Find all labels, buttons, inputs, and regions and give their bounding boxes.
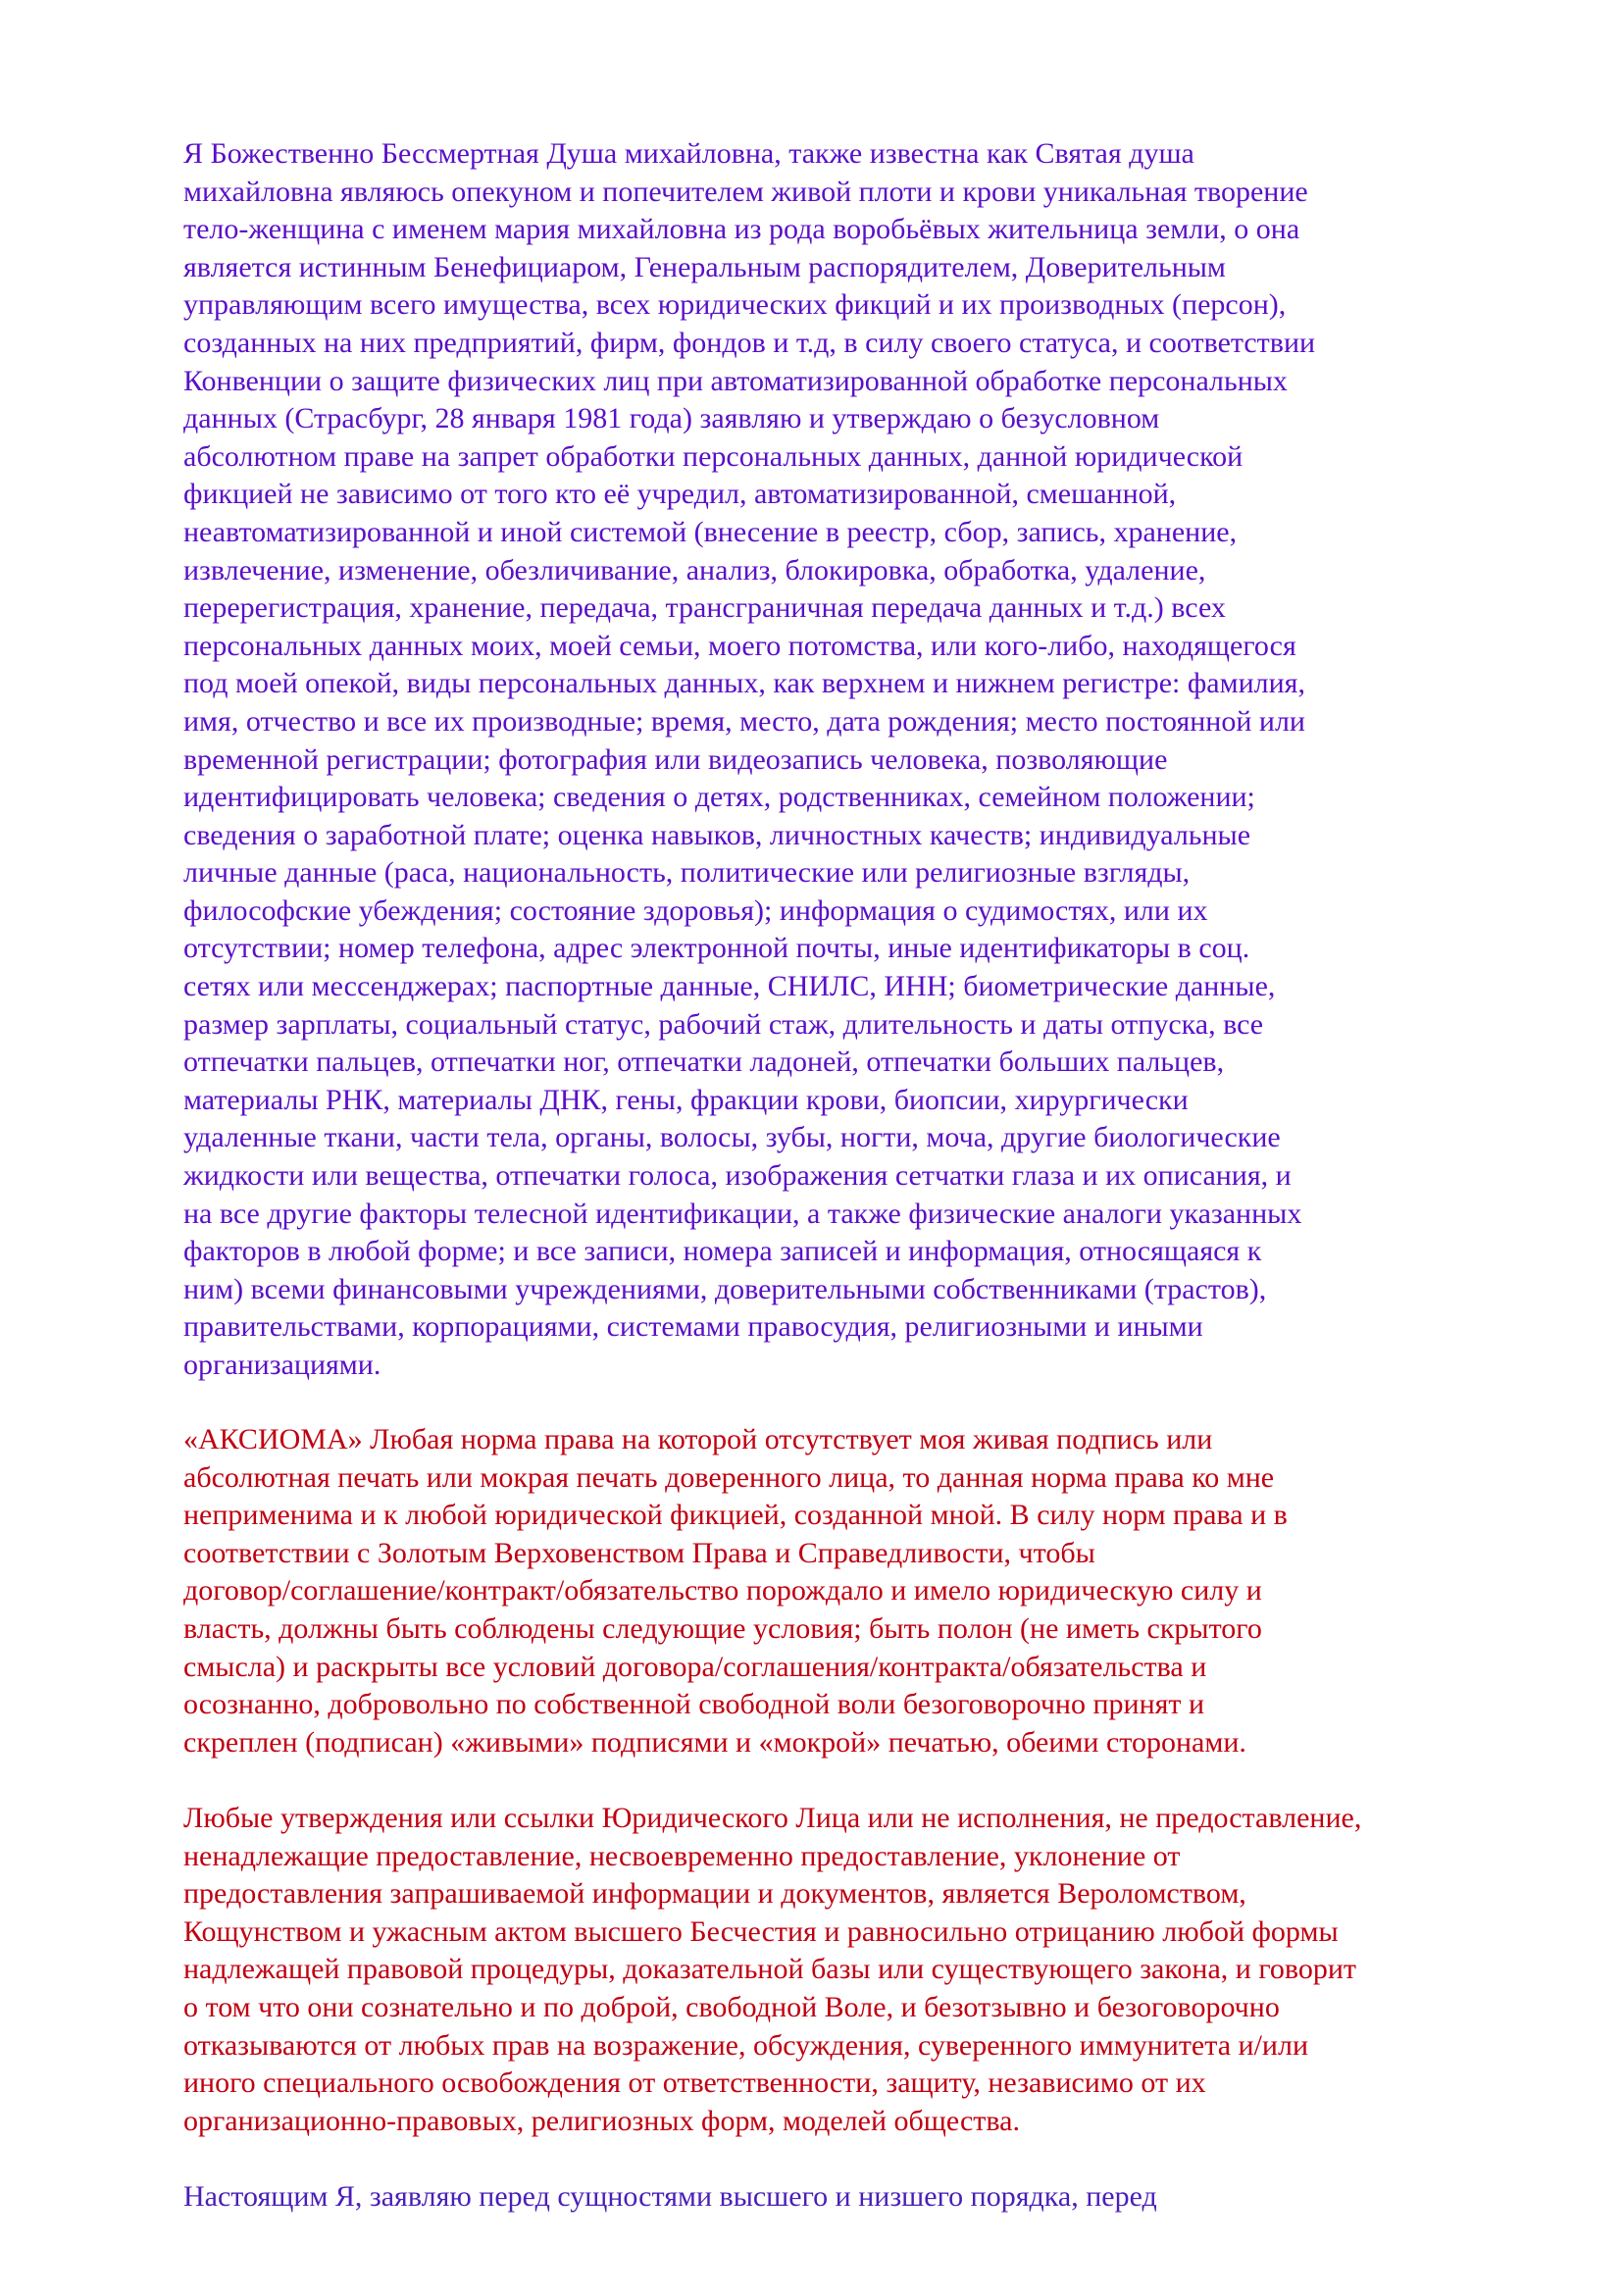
text-line: философские убеждения; состояние здоровья); информация о судимостях, или их <box>183 893 1208 927</box>
text-line: Я Божественно Бессмертная Душа михайловна, также известна как Святая душа <box>183 137 1194 170</box>
axiom-paragraph <box>183 1421 1288 1761</box>
text-line: надлежащей правовой процедуры, доказательной базы или существующего закона, и говорит <box>183 1953 1357 1986</box>
text-line: соответствии с Золотым Верховенством Права и Справедливости, чтобы <box>183 1536 1095 1569</box>
text-line: неприменима и к любой юридической фикцией, созданной мной. В силу норм права и в <box>183 1499 1288 1532</box>
text-line: материалы РНК, материалы ДНК, гены, фракции крови, биопсии, хирургически <box>183 1083 1189 1116</box>
text-line: персональных данных моих, моей семьи, моего потомства, или кого-либо, находящегося <box>183 629 1296 662</box>
closing-paragraph <box>183 2178 1157 2217</box>
text-line: созданных на них предприятий, фирм, фондов и т.д, в силу своего статуса, и соответствии <box>183 326 1316 359</box>
text-line: сетях или мессенджерах; паспортные данные, СНИЛС, ИНН; биометрические данные, <box>183 970 1276 1003</box>
text-line: организациями. <box>183 1349 381 1381</box>
text-line: «АКСИОМА» Любая норма права на которой отсутствует моя живая подпись или <box>183 1423 1213 1455</box>
text-line: осознанно, добровольно по собственной свободной воли безоговорочно принят и <box>183 1688 1205 1721</box>
statements-paragraph <box>183 1800 1361 2140</box>
text-line: размер зарплаты, социальный статус, рабочий стаж, длительность и даты отпуска, все <box>183 1007 1264 1041</box>
text-line: является истинным Бенефициаром, Генеральным распорядителем, Доверительным <box>183 250 1226 283</box>
text-line: ним) всеми финансовыми учреждениями, доверительными собственниками (трастов), <box>183 1272 1267 1305</box>
text-line: факторов в любой форме; и все записи, номера записей и информация, относящаяся к <box>183 1235 1262 1268</box>
text-line: под моей опекой, виды персональных данных, как верхнем и нижнем регистре: фамилия, <box>183 667 1305 700</box>
text-line: иного специального освобождения от ответственности, защиту, независимо от их <box>183 2066 1206 2100</box>
text-line: предоставления запрашиваемой информации и документов, является Вероломством, <box>183 1877 1246 1911</box>
text-line: михайловна являюсь опекуном и попечителем живой плоти и крови уникальная творение <box>183 175 1308 208</box>
declaration-paragraph <box>183 135 1315 1385</box>
text-line: перерегистрация, хранение, передача, трансграничная передача данных и т.д.) всех <box>183 591 1226 625</box>
text-line: неавтоматизированной и иной системой (внесение в реестр, сбор, запись, хранение, <box>183 515 1238 548</box>
text-line: на все другие факторы телесной идентификации, а также физические аналоги указанных <box>183 1197 1302 1230</box>
text-line: имя, отчество и все их производные; время, место, дата рождения; место постоянной или <box>183 704 1305 738</box>
text-line: сведения о заработной плате; оценка навыков, личностных качеств; индивидуальные <box>183 818 1251 851</box>
text-line: отпечатки пальцев, отпечатки ног, отпечатки ладоней, отпечатки больших пальцев, <box>183 1046 1225 1079</box>
text-line: Настоящим Я, заявляю перед сущностями высшего и низшего порядка, перед <box>183 2180 1157 2213</box>
text-line: удаленные ткани, части тела, органы, волосы, зубы, ногти, моча, другие биологические <box>183 1121 1281 1154</box>
text-line: ненадлежащие предоставление, несвоевременно предоставление, уклонение от <box>183 1839 1181 1872</box>
text-line: Конвенции о защите физических лиц при автоматизированной обработке персональных <box>183 364 1288 397</box>
text-line: личные данные (раса, национальность, политические или религиозные взгляды, <box>183 856 1191 890</box>
text-line: Любые утверждения или ссылки Юридического Лица или не исполнения, не предоставление, <box>183 1802 1362 1834</box>
text-line: данных (Страсбург, 28 января 1981 года) заявляю и утверждаю о безусловном <box>183 402 1160 435</box>
text-line: о том что они сознательно и по доброй, свободной Воле, и безотзывно и безоговорочно <box>183 1990 1280 2023</box>
text-line: правительствами, корпорациями, системами правосудия, религиозными и иными <box>183 1310 1203 1344</box>
text-line: Кощунством и ужасным актом высшего Бесчестия и равносильно отрицанию любой формы <box>183 1914 1339 1948</box>
text-line: временной регистрации; фотография или видеозапись человека, позволяющие <box>183 742 1168 776</box>
text-line: скреплен (подписан) «живыми» подписями и «мокрой» печатью, обеими сторонами. <box>183 1725 1246 1759</box>
text-line: абсолютная печать или мокрая печать доверенного лица, то данная норма права ко мне <box>183 1460 1275 1494</box>
text-line: смысла) и раскрыты все условий договора/соглашения/контракта/обязательства и <box>183 1650 1207 1683</box>
text-line: отсутствии; номер телефона, адрес электронной почты, иные идентификаторы в соц. <box>183 932 1250 965</box>
text-line: отказываются от любых прав на возражение, обсуждения, суверенного иммунитета и/или <box>183 2028 1309 2062</box>
text-line: управляющим всего имущества, всех юридических фикций и их производных (персон), <box>183 288 1287 322</box>
text-line: власть, должны быть соблюдены следующие условия; быть полон (не иметь скрытого <box>183 1611 1262 1645</box>
text-line: идентифицировать человека; сведения о детях, родственниках, семейном положении; <box>183 781 1255 814</box>
text-line: договор/соглашение/контракт/обязательство порождало и имело юридическую силу и <box>183 1574 1262 1607</box>
text-line: тело-женщина с именем мария михайловна из рода воробьёвых жительница земли, о она <box>183 213 1300 246</box>
text-line: абсолютном праве на запрет обработки персональных данных, данной юридической <box>183 439 1243 473</box>
text-line: фикцией не зависимо от того кто её учредил, автоматизированной, смешанной, <box>183 478 1177 511</box>
text-line: организационно-правовых, религиозных форм, моделей общества. <box>183 2104 1020 2137</box>
text-line: извлечение, изменение, обезличивание, анализ, блокировка, обработка, удаление, <box>183 553 1206 587</box>
text-line: жидкости или вещества, отпечатки голоса, изображения сетчатки глаза и их описания, и <box>183 1159 1292 1193</box>
